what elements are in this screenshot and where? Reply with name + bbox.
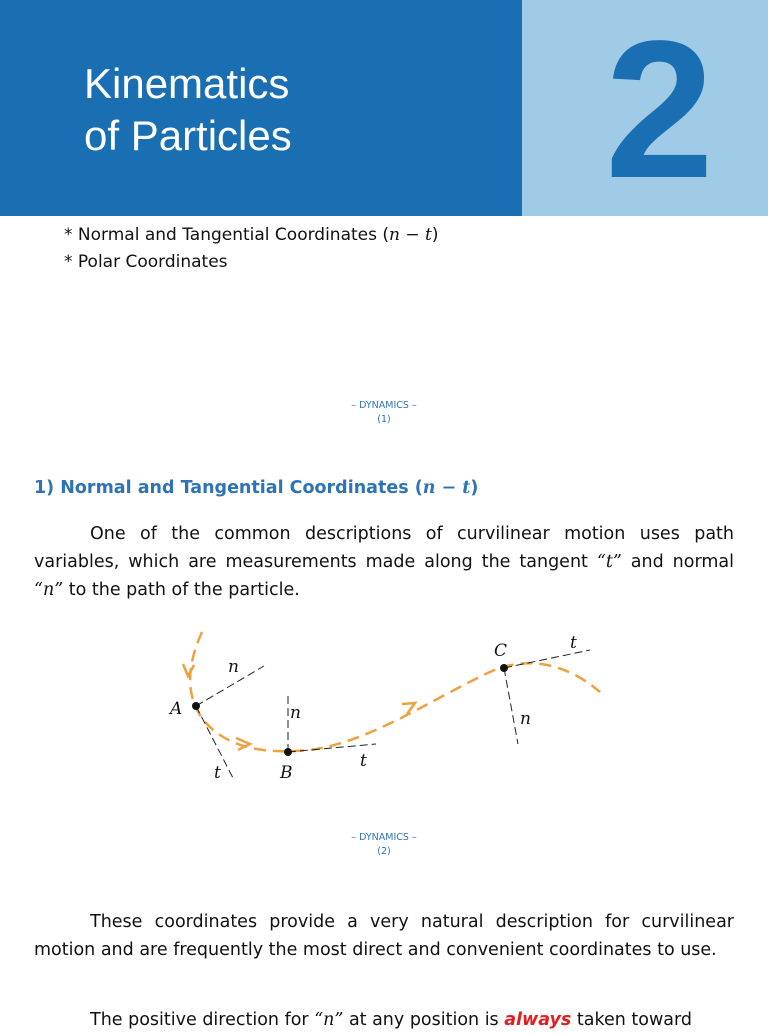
tangent-label-c: t [570,633,577,653]
normal-label-c: n [520,709,531,729]
normal-label-b: n [290,703,301,723]
point-c-label: C [494,641,508,661]
paragraph-text: to the path of the particle. [63,580,300,600]
normal-symbol: “n” [34,580,64,600]
point-c-marker [500,664,508,672]
tangent-label-b: t [360,751,367,771]
paragraph-path-variables [34,520,734,604]
paragraph-text: taken toward [571,1010,693,1030]
footer-label: – DYNAMICS – [351,400,417,411]
paragraph-positive-direction [34,1006,734,1034]
topic-item: * Polar Coordinates [64,252,228,272]
point-a-label: A [170,699,183,719]
page-footer-1 [0,399,768,427]
paragraph-text: These coordinates provide a very natural description for curvilinear motion and are frequently the most direct and convenient coordinates to use. [34,912,734,960]
paragraph-text: The positive direction for [90,1010,315,1030]
point-a-marker [192,702,200,710]
normal-symbol: “n” [314,1010,344,1030]
footer-label: – DYNAMICS – [351,832,417,843]
chapter-title [84,58,292,162]
point-b-label: B [280,763,293,783]
point-b-marker [284,748,292,756]
topic-math: n − t [389,225,432,245]
section-math: n − t [422,478,471,498]
emphasis-always: always [504,1010,572,1030]
section-heading [34,478,478,498]
path-diagram [150,620,630,790]
chapter-banner [0,0,768,219]
tangent-label-a: t [214,763,221,783]
paragraph-text: at any position is [343,1010,505,1030]
direction-arrow-icon [183,664,194,676]
chapter-title-line1: Kinematics [84,60,290,107]
paragraph-text: and normal [621,552,734,572]
paragraph-text: One of the common descriptions of curvilinear motion uses path variables, which are measurements made along the tangent [34,524,734,572]
particle-path [190,632,600,751]
direction-arrow-icon [402,703,415,714]
topic-item [64,222,439,249]
footer-page-number: (1) [377,414,391,425]
chapter-number: 2 [605,0,715,219]
footer-page-number: (2) [377,846,391,857]
normal-label-a: n [228,657,239,677]
section-title-end: ) [470,478,479,498]
normal-line-c [504,668,518,744]
section-title: 1) Normal and Tangential Coordinates ( [34,478,423,498]
paragraph-natural-description [34,908,734,964]
page-footer-2 [0,831,768,859]
topic-end: ) [431,225,439,245]
tangent-symbol: “t” [596,552,622,572]
chapter-title-line2: of Particles [84,112,292,159]
topic-text: * Normal and Tangential Coordinates ( [64,225,390,245]
topic-list [64,222,439,276]
